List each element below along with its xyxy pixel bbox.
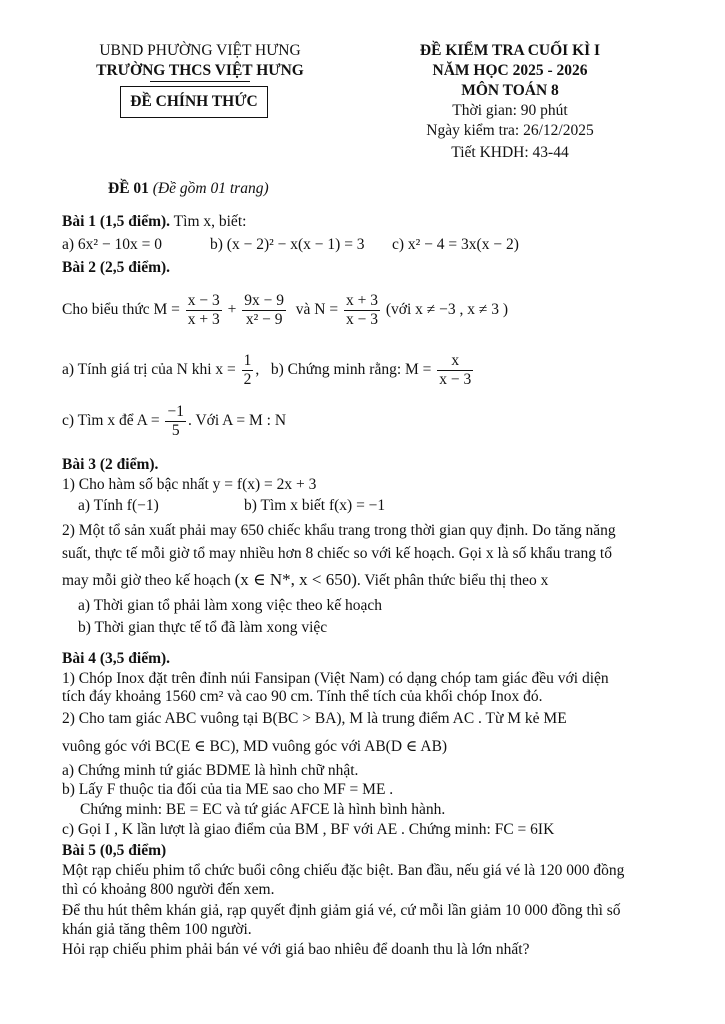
exam-code-line — [108, 180, 269, 198]
bai2-c-den: 5 — [171, 422, 180, 439]
bai2-expressions — [62, 292, 508, 329]
bai2-b-frac — [437, 352, 473, 389]
bai2-c-frac — [165, 403, 186, 440]
bai1-c — [392, 236, 519, 254]
bai2-c-num: −1 — [167, 403, 184, 420]
bai2-frac2 — [242, 292, 286, 329]
bai5-line3: Để thu hút thêm khán giả, rạp quyết định giảm giá vé, cứ mỗi lần giảm 10 000 đồng thì số — [62, 902, 621, 919]
bai2-frac1-num: x − 3 — [187, 292, 220, 309]
bai1-a — [62, 236, 162, 254]
bai2-and: và — [295, 301, 311, 319]
bai2-b-m: M = — [405, 361, 432, 379]
bai3-title: Bài 3 (2 điểm). — [62, 456, 159, 473]
bai1-a-expr: 6x² − 10x = 0 — [77, 236, 163, 253]
bai2-c-text: c) Tìm x để — [62, 412, 134, 430]
bai3-p2-line2: suất, thực tế mỗi giờ tổ may nhiều hơn 8 chiếc so với kế hoạch. Gọi x là số khẩu trang tổ — [62, 545, 612, 562]
bai2-b-num: x — [437, 352, 473, 371]
school-name: TRƯỜNG THCS VIỆT HƯNG — [96, 62, 304, 79]
bai3-p1: 1) Cho hàm số bậc nhất y = f(x) = 2x + 3 — [62, 476, 317, 493]
bai1-b-label: b) — [210, 236, 223, 253]
bai3-p2-line3-post: . Viết phân thức biểu thị theo x — [356, 572, 549, 589]
bai1-b-expr: (x − 2)² − x(x − 1) = 3 — [226, 236, 365, 253]
bai2-c-a: A = — [136, 412, 160, 430]
bai2-a-comma: , — [255, 361, 260, 379]
bai2-a-num: 1 — [243, 352, 252, 369]
bai5-line5: Hỏi rạp chiếu phim phải bán vé với giá bao nhiêu để doanh thu là lớn nhất? — [62, 941, 530, 958]
bai2-frac2-num: 9x − 9 — [244, 292, 285, 309]
bai5-title: Bài 5 (0,5 điểm) — [62, 842, 167, 859]
bai4-p1-line1: 1) Chóp Inox đặt trên đỉnh núi Fansipan (Việt Nam) có dạng chóp tam giác đều với diện — [62, 670, 609, 687]
bai2-title: Bài 2 (2,5 điểm). — [62, 259, 171, 276]
bai1-c-expr: x² − 4 = 3x(x − 2) — [407, 236, 519, 253]
bai2-b-text: b) Chứng minh rằng: — [270, 361, 402, 379]
school-year: NĂM HỌC 2025 - 2026 — [432, 62, 588, 79]
bai3-p1b: b) Tìm x biết f(x) = −1 — [244, 497, 386, 514]
bai2-a-den: 2 — [243, 371, 252, 388]
bai4-b1: b) Lấy F thuộc tia đối của tia ME sao cho MF = ME . — [62, 781, 394, 798]
bai3-p2-line3 — [62, 570, 548, 590]
bai1-prompt: Tìm x, biết: — [173, 213, 247, 230]
bai4-title: Bài 4 (3,5 điểm). — [62, 650, 171, 667]
bai5-line1: Một rạp chiếu phim tổ chức buổi công chiếu đặc biệt. Ban đầu, nếu giá vé là 120 000 đồng — [62, 862, 625, 879]
school-underline — [150, 81, 250, 82]
bai2-n-lhs: N = — [314, 301, 339, 319]
exam-note: (Đề gồm 01 trang) — [152, 180, 269, 197]
bai2-condition: (với x ≠ −3 , x ≠ 3 ) — [385, 301, 509, 319]
bai2-frac3-num: x + 3 — [345, 292, 378, 309]
bai2-part-a — [62, 352, 475, 389]
bai4-p1-line2: tích đáy khoảng 1560 cm² và cao 90 cm. Tính thể tích của khối chóp Inox đó. — [62, 688, 543, 705]
bai4-p2-line1: 2) Cho tam giác ABC vuông tại B(BC > BA), M là trung điểm AC . Từ M kẻ ME — [62, 710, 567, 727]
exam-duration: Thời gian: 90 phút — [452, 102, 568, 119]
authority-name: UBND PHƯỜNG VIỆT HƯNG — [99, 42, 301, 59]
exam-code: ĐỀ 01 — [108, 180, 149, 197]
bai2-frac1 — [186, 292, 222, 329]
bai2-c-tail: . Với A = M : N — [187, 412, 287, 430]
bai2-a-text: a) Tính giá trị của N khi — [62, 361, 212, 379]
bai3-p2b: b) Thời gian thực tế tổ đã làm xong việc — [78, 619, 328, 636]
bai2-a-x: x = — [215, 361, 236, 379]
bai1-a-label: a) — [62, 236, 75, 253]
exam-period: Tiết KHDH: 43-44 — [451, 144, 569, 161]
bai4-b2: Chứng minh: BE = EC và tứ giác AFCE là hình bình hành. — [80, 801, 446, 818]
bai2-b-den: x − 3 — [439, 371, 472, 388]
bai2-a-frac — [242, 352, 254, 389]
bai2-frac1-den: x + 3 — [187, 311, 220, 328]
bai1-title: Bài 1 (1,5 điểm). — [62, 213, 171, 230]
bai4-a: a) Chứng minh tứ giác BDME là hình chữ nhật. — [62, 762, 359, 779]
bai2-frac2-den: x² − 9 — [245, 311, 283, 328]
bai1-b — [210, 236, 365, 254]
exam-title: ĐỀ KIỂM TRA CUỐI KÌ I — [419, 42, 601, 59]
official-exam-box: ĐỀ CHÍNH THỨC — [120, 86, 268, 118]
bai2-intro: Cho biểu thức — [62, 301, 150, 319]
bai4-p2-line2: vuông góc với BC(E ∈ BC), MD vuông góc với AB(D ∈ AB) — [62, 738, 448, 755]
bai4-c: c) Gọi I , K lần lượt là giao điểm của BM , BF với AE . Chứng minh: FC = 6IK — [62, 821, 555, 838]
bai2-part-c — [62, 403, 286, 440]
bai2-frac3 — [344, 292, 380, 329]
bai2-plus: + — [227, 301, 237, 319]
bai3-p2-line1: 2) Một tổ sản xuất phải may 650 chiếc khẩu trang trong thời gian quy định. Do tăng năng — [62, 522, 616, 539]
bai3-p2a: a) Thời gian tổ phải làm xong việc theo kế hoạch — [78, 597, 383, 614]
bai2-frac3-den: x − 3 — [345, 311, 378, 328]
bai5-line2: thì có khoảng 800 người đến xem. — [62, 881, 275, 898]
bai1-c-label: c) — [392, 236, 405, 253]
bai3-p2-line3-pre: may mỗi giờ theo kế hoạch — [62, 572, 231, 589]
exam-date: Ngày kiểm tra: 26/12/2025 — [426, 122, 594, 139]
bai5-line4: khán giả tăng thêm 100 người. — [62, 921, 252, 938]
bai3-p2-condition: (x ∈ N*, x < 650) — [234, 570, 357, 589]
subject: MÔN TOÁN 8 — [461, 82, 559, 99]
bai1-heading — [62, 213, 246, 231]
bai2-m-lhs: M = — [153, 301, 180, 319]
bai3-p1a: a) Tính f(−1) — [78, 497, 159, 514]
